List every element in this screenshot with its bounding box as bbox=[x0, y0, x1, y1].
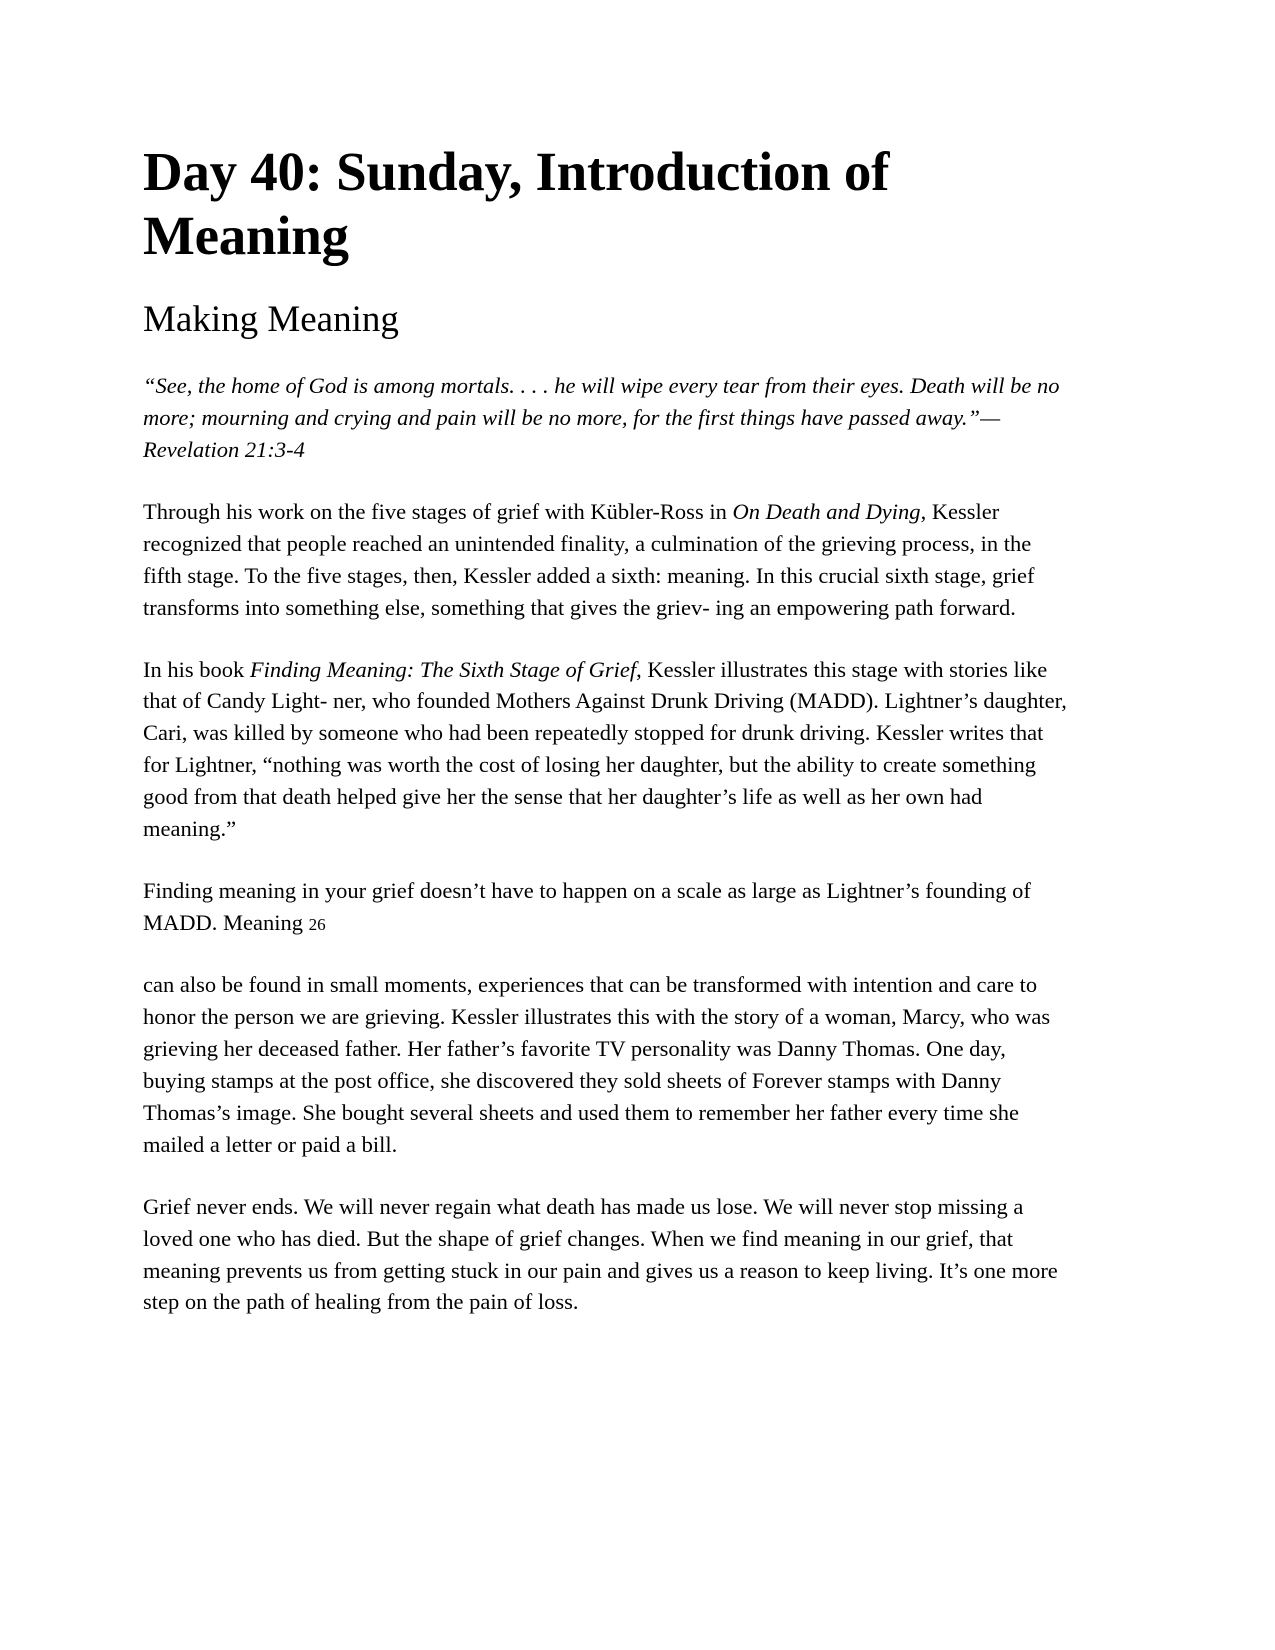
italic-title-run: On Death and Dying bbox=[732, 498, 921, 524]
text-run: In his book bbox=[143, 656, 250, 682]
text-run: , Kessler illustrates this stage with stories like that of Candy Light- ner, who founded Mothers Against Drunk Driving (MADD). Lightner’s daughter, Cari, was killed by someone who had been repeatedly stopped for drunk driving. Kessler writes that for Lightner, “nothing was worth the cost of losing her daughter, but the ability to create something good from that death helped give her the sense that her daughter’s life as well as her own had meaning.” bbox=[143, 656, 1067, 842]
para-grief-never-ends bbox=[143, 1191, 1068, 1319]
epigraph-citation: —Revelation 21:3-4 bbox=[143, 404, 1001, 462]
epigraph-quote-text: “See, the home of God is among mortals. . . . he will wipe every tear from their eyes. Death will be no more; mourning and crying and pain will be no more, for the first things have passed away.” bbox=[143, 372, 1060, 430]
text-run: Through his work on the five stages of grief with Kübler-Ross in bbox=[143, 498, 733, 524]
italic-title-run: Finding Meaning: The Sixth Stage of Grief bbox=[249, 656, 637, 682]
text-run: Grief never ends. We will never regain what death has made us lose. We will never stop missing a loved one who has died. But the shape of grief changes. When we find meaning in our grief, that meaning prevents us from getting stuck in our pain and gives us a reason to keep living. It’s one more step on the path of healing from the pain of loss. bbox=[143, 1193, 1058, 1315]
para-scale-madd bbox=[143, 875, 1068, 939]
text-run: can also be found in small moments, experiences that can be transformed with intention and care to honor the person we are grieving. Kessler illustrates this with the story of a woman, Marcy, who was grieving her deceased father. Her father’s favorite TV personality was Danny Thomas. One day, buying stamps at the post office, she discovered they sold sheets of Forever stamps with Danny Thomas’s image. She bought several sheets and used them to remember her father every time she mailed a letter or paid a bill. bbox=[143, 972, 1051, 1157]
section-heading: Making Meaning bbox=[143, 298, 399, 340]
page-title: Day 40: Sunday, Introduction of Meaning bbox=[143, 141, 890, 266]
para-kubler-ross bbox=[143, 496, 1068, 624]
page-number: 26 bbox=[308, 915, 326, 935]
text-run: , Kessler recognized that people reached an unintended finality, a culmination of the grieving process, in the fifth stage. To the five stages, then, Kessler added a sixth: meaning. In this crucial sixth stage, grief transforms into something else, something that gives the griev- ing an empowering path forward. bbox=[143, 498, 1035, 620]
text-run: Finding meaning in your grief doesn’t have to happen on a scale as large as Lightner’s founding of MADD. Meaning bbox=[143, 878, 1031, 936]
para-marcy bbox=[143, 969, 1068, 1161]
para-lightner bbox=[143, 654, 1068, 846]
body-text-container bbox=[143, 496, 1070, 1319]
epigraph-blockquote bbox=[143, 370, 1068, 466]
